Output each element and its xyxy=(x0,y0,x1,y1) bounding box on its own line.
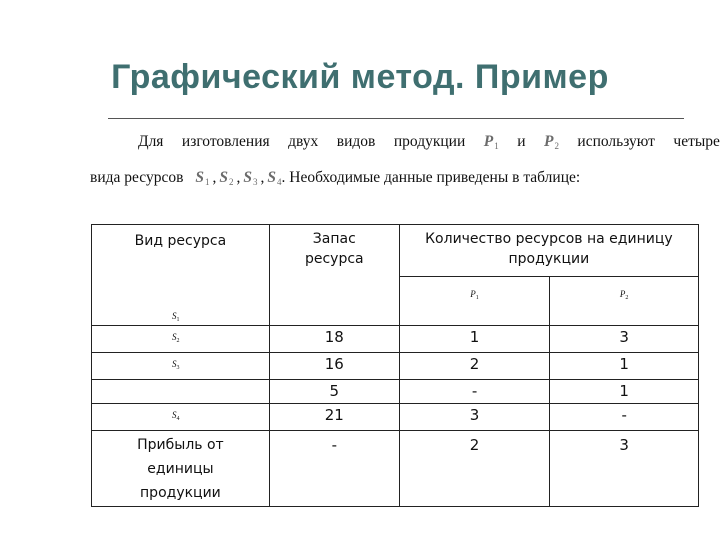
p1-cell: - xyxy=(399,380,550,404)
statement-prefix: вида ресурсов xyxy=(90,169,184,186)
statement-word: двух xyxy=(288,133,319,150)
stock-cell: 18 xyxy=(269,326,399,353)
statement-suffix: . Необходимые данные приведены в таблице: xyxy=(281,169,581,186)
product-p1-symbol: $P_1$ xyxy=(483,133,499,151)
profit-stock-cell: - xyxy=(269,431,399,507)
resource-s1-symbol: $S_1$ xyxy=(195,169,210,187)
stock-cell: 5 xyxy=(269,380,399,404)
p2-cell: - xyxy=(550,404,699,431)
slide-title: Графический метод. Пример xyxy=(111,58,609,96)
profit-p2-cell: 3 xyxy=(550,431,699,507)
p1-cell: 1 xyxy=(399,326,550,353)
resource-table xyxy=(91,224,699,507)
product-p2-symbol: $P_2$ xyxy=(543,133,559,151)
statement-word: видов xyxy=(336,133,376,150)
statement-word: продукции xyxy=(393,133,466,150)
stock-cell: 21 xyxy=(269,404,399,431)
row-label-s4: $S_4$ xyxy=(92,404,270,431)
resource-s4-symbol: $S_4$ xyxy=(267,169,282,187)
statement-word: изготовления xyxy=(181,133,270,150)
p2-cell: 1 xyxy=(550,353,699,380)
row-label-s1: $S_1$ xyxy=(172,311,180,323)
profit-p1-cell: 2 xyxy=(399,431,550,507)
profit-row xyxy=(92,431,699,507)
row-label-empty xyxy=(92,380,270,404)
p1-cell: 3 xyxy=(399,404,550,431)
problem-statement xyxy=(90,130,720,190)
table-row xyxy=(92,404,699,431)
header-consumption: Количество ресурсов на единицу продукции xyxy=(399,225,698,277)
row-label-s3: $S_3$ xyxy=(92,353,270,380)
resource-s3-symbol: $S_3$ xyxy=(243,169,258,187)
stock-cell: 16 xyxy=(269,353,399,380)
statement-word: и xyxy=(517,133,526,150)
table-row xyxy=(92,380,699,404)
statement-line-1 xyxy=(90,130,720,154)
p1-cell: 2 xyxy=(399,353,550,380)
p2-cell: 1 xyxy=(550,380,699,404)
statement-word: используют xyxy=(577,133,655,150)
statement-line-2: вида ресурсов $S_1$ , $S_2$ , $S_3$ , $S_4$ . Необходимые данные приведены в таблице: xyxy=(90,166,720,190)
statement-word: Для xyxy=(138,133,164,150)
title-divider xyxy=(108,118,684,119)
profit-label: Прибыль от единицы продукции xyxy=(92,431,270,507)
p2-cell: 3 xyxy=(550,326,699,353)
statement-word: четыре xyxy=(673,133,720,150)
table-row xyxy=(92,326,699,353)
header-stock: Запас ресурса xyxy=(269,225,399,326)
row-label-s2: $S_2$ xyxy=(92,326,270,353)
table-row xyxy=(92,353,699,380)
header-p2: $P_2$ xyxy=(550,277,699,326)
header-resource-type: Вид ресурса $S_1$ xyxy=(92,225,270,326)
resource-s2-symbol: $S_2$ xyxy=(219,169,234,187)
header-p1: $P_1$ xyxy=(399,277,550,326)
